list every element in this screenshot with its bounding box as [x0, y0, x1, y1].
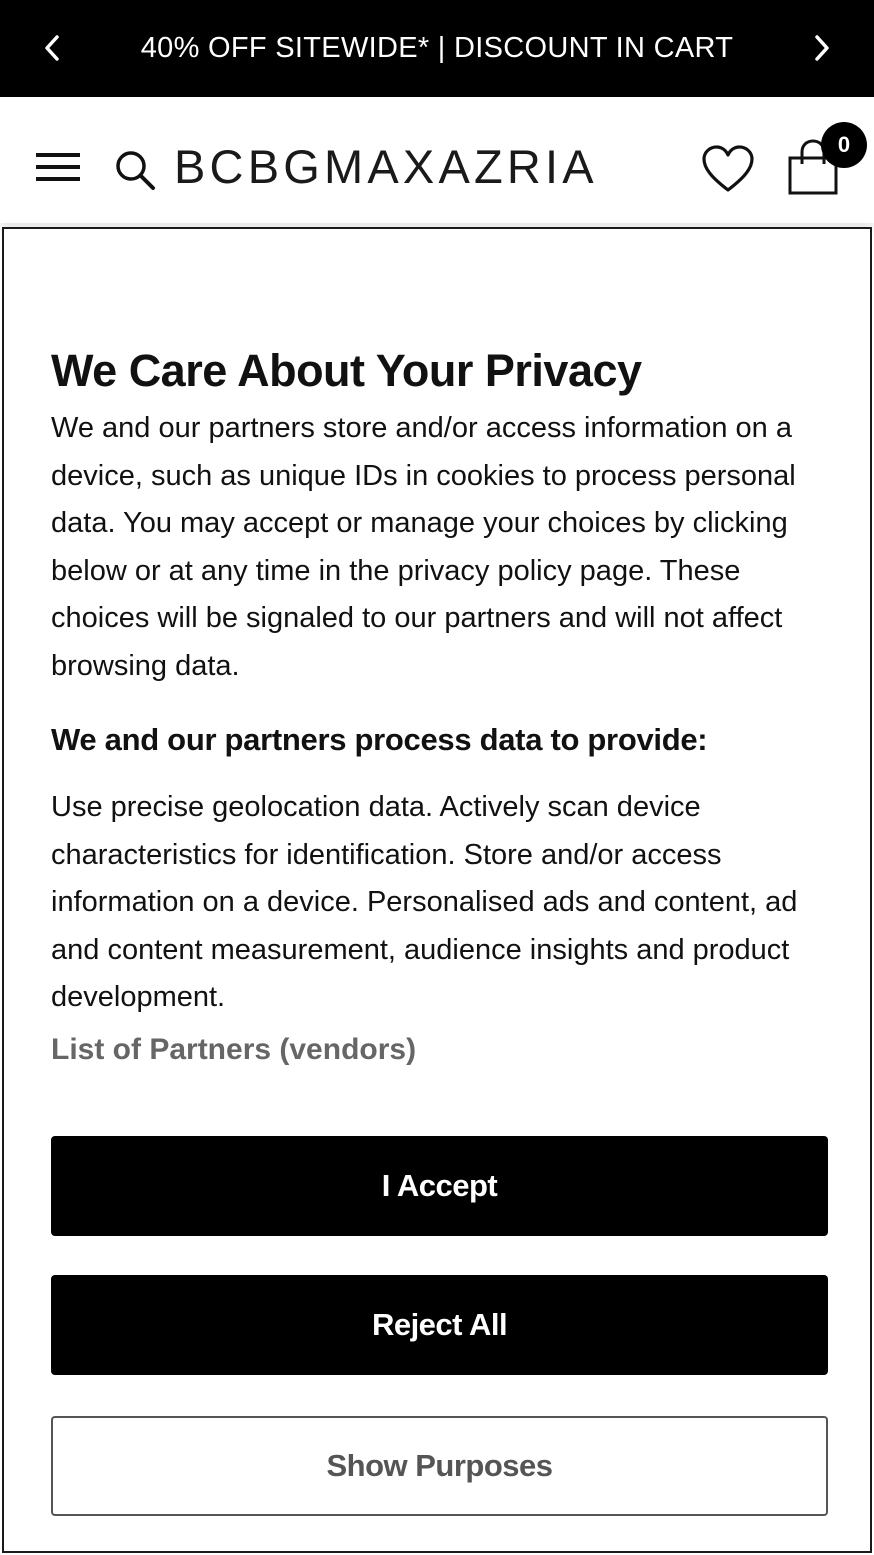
promo-bar	[0, 0, 874, 97]
brand-logo[interactable]: BCBGMAXAZRIA	[174, 140, 598, 193]
consent-title: We Care About Your Privacy	[51, 345, 642, 396]
hamburger-menu-icon[interactable]	[34, 147, 82, 187]
chevron-right-icon[interactable]	[804, 30, 840, 66]
search-icon[interactable]	[112, 147, 158, 193]
consent-purposes-text: Use precise geolocation data. Actively scan device characteristics for identification. Store and/or access information on a device. Personalised ads and content, ad and content measurement, audience insights and product development.	[51, 791, 798, 1013]
cart-count-badge[interactable]: 0	[821, 122, 867, 168]
consent-content	[51, 345, 827, 1070]
accept-button[interactable]: I Accept	[51, 1136, 828, 1236]
privacy-consent-dialog	[2, 227, 872, 1553]
show-purposes-button[interactable]: Show Purposes	[51, 1416, 828, 1516]
site-header	[0, 97, 874, 223]
reject-all-button[interactable]: Reject All	[51, 1275, 828, 1375]
consent-description: We and our partners store and/or access information on a device, such as unique IDs in cookies to process personal data. You may accept or manage your choices by clicking below or at any time in the privacy policy page. These choices will be signaled to our partners and will not affect browsing data.	[51, 412, 796, 682]
heart-icon[interactable]	[700, 141, 756, 197]
list-of-partners-link[interactable]: List of Partners (vendors)	[51, 1032, 417, 1066]
chevron-left-icon[interactable]	[34, 30, 70, 66]
promo-text[interactable]: 40% OFF SITEWIDE* | DISCOUNT IN CART	[140, 32, 734, 64]
consent-subtitle: We and our partners process data to provide:	[51, 722, 708, 757]
